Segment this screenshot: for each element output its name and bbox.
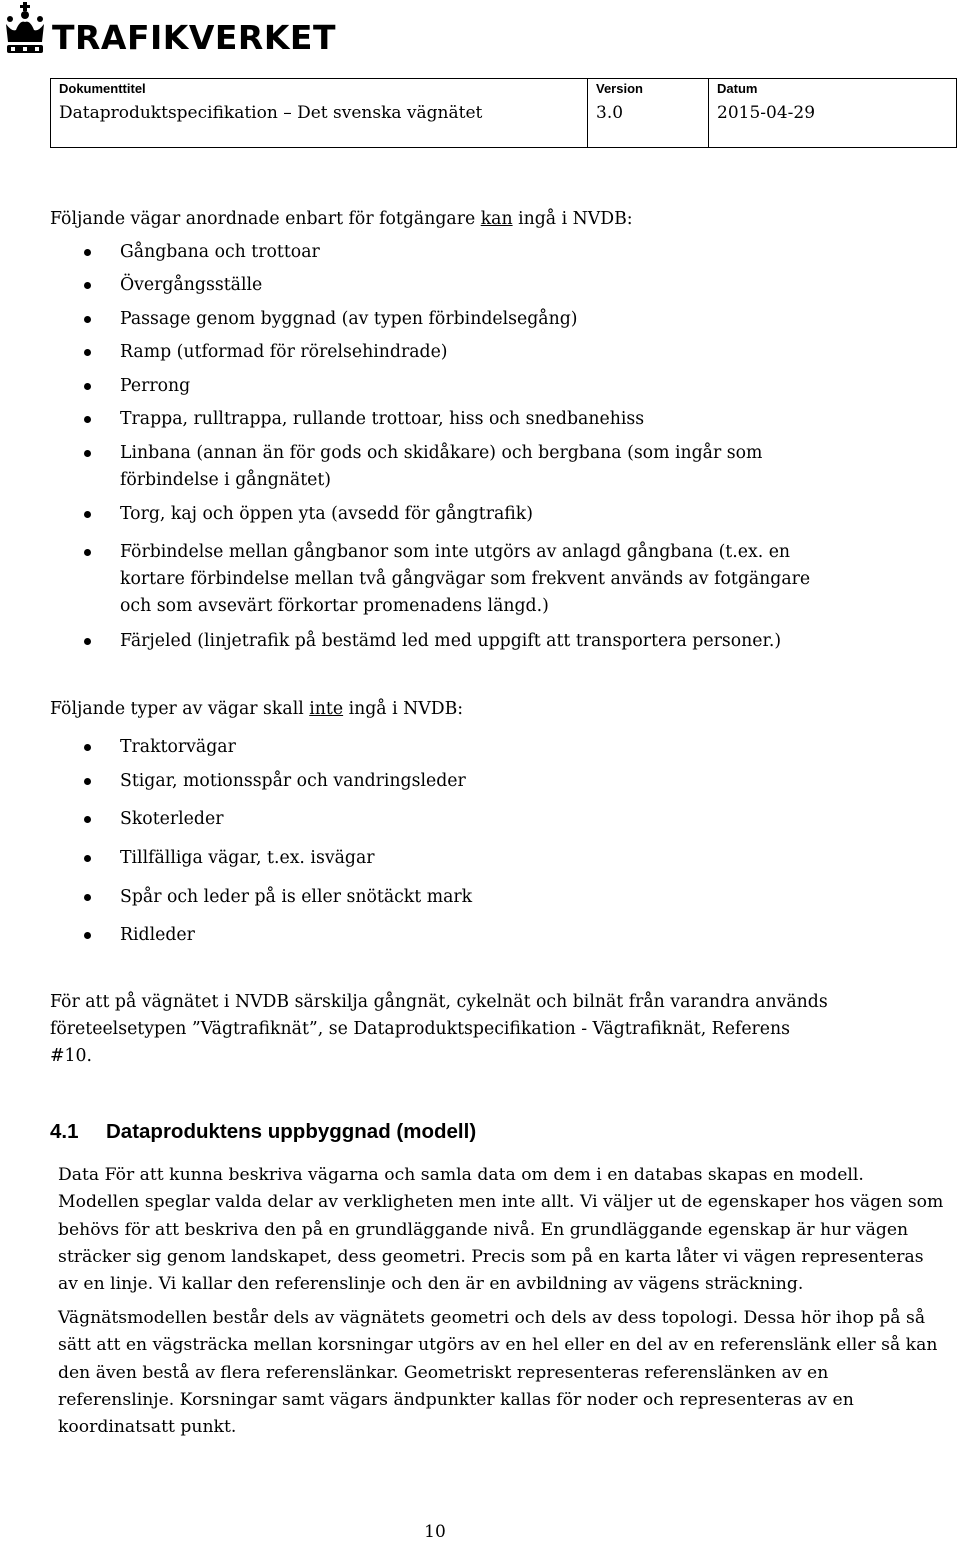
date-label: Datum (717, 81, 758, 96)
list-item (120, 239, 820, 266)
list-item-text: Tillfälliga vägar, t.ex. isvägar (120, 848, 375, 868)
list-item (120, 768, 820, 795)
page-number: 10 (424, 1522, 446, 1542)
list-item (120, 339, 820, 366)
crown-icon (2, 2, 48, 60)
nvdb-paragraph: För att på vägnätet i NVDB särskilja gångnät, cykelnät och bilnät från varandra används företeelsetypen ”Vägtrafiknät”, se Dataproduktspecifikation - Vägtrafiknät, Referens #10. (50, 992, 828, 1066)
section2-intro-emphasis: inte (309, 699, 344, 719)
list-item-text: Ridleder (120, 925, 195, 945)
list-item-text: Färjeled (linjetrafik på bestämd led med uppgift att transportera personer.) (120, 631, 782, 651)
list-item-text: Trappa, rulltrappa, rullande trottoar, hiss och snedbanehiss (120, 409, 645, 429)
bullet-icon (84, 778, 91, 785)
section2-intro-post: ingå i NVDB: (343, 699, 464, 719)
trafikverket-logo (0, 0, 336, 62)
bullet-icon (84, 511, 91, 518)
bullet-icon (84, 549, 91, 556)
bullet-icon (84, 816, 91, 823)
logo-text: TRAFIKVERKET (52, 18, 336, 57)
list-item (120, 806, 820, 833)
header-date-cell (709, 79, 957, 148)
list-item-text: Förbindelse mellan gångbanor som inte utgörs av anlagd gångbana (t.ex. en kortare förbindelse mellan två gångvägar som frekvent används av fotgängare och som avsevärt förkortar promenadens längd.) (120, 542, 811, 616)
list-item (120, 501, 820, 528)
bullet-icon (84, 894, 91, 901)
list-item-text: Spår och leder på is eller snötäckt mark (120, 887, 473, 907)
bullet-icon (84, 932, 91, 939)
section2-intro (50, 696, 910, 723)
list-item (120, 306, 820, 333)
bullet-icon (84, 316, 91, 323)
section-heading (50, 1117, 476, 1147)
header-title-cell (51, 79, 588, 148)
header-version-cell (588, 79, 709, 148)
document-header-table (50, 78, 957, 148)
list-item-text: Traktorvägar (120, 737, 236, 757)
list-item (120, 922, 820, 949)
section1-intro (50, 206, 910, 233)
bullet-icon (84, 855, 91, 862)
list-item-text: Gångbana och trottoar (120, 242, 320, 262)
version-label: Version (596, 81, 643, 96)
section1-intro-emphasis: kan (480, 209, 513, 229)
title-value: Dataproduktspecifikation – Det svenska vägnätet (59, 103, 483, 123)
bullet-icon (84, 744, 91, 751)
bullet-icon (84, 638, 91, 645)
section1-intro-post: ingå i NVDB: (512, 209, 633, 229)
list-item (120, 628, 820, 655)
section-title: Dataproduktens uppbyggnad (modell) (106, 1120, 477, 1143)
list-item (120, 539, 820, 620)
list-item-text: Skoterleder (120, 809, 224, 829)
bullet-icon (84, 450, 91, 457)
section1-intro-pre: Följande vägar anordnade enbart för fotgängare (50, 209, 481, 229)
bullet-icon (84, 416, 91, 423)
title-label: Dokumenttitel (59, 81, 146, 96)
list-item-text: Stigar, motionsspår och vandringsleder (120, 771, 466, 791)
list-item (120, 440, 820, 494)
list-item (120, 845, 820, 872)
list-item-text: Övergångsställe (120, 275, 263, 295)
section2-intro-pre: Följande typer av vägar skall (50, 699, 310, 719)
date-value: 2015-04-29 (717, 103, 816, 123)
list-item-text: Ramp (utformad för rörelsehindrade) (120, 342, 448, 362)
body-paragraph: Data För att kunna beskriva vägarna och samla data om dem i en databas skapas en modell. Modellen speglar valda delar av verkligheten men inte allt. Vi väljer ut de egenskaper hos vägen som behövs för att beskriva den på en grundläggande nivå. En grundläggande egenskap är hur vägen sträcker sig genom landskapet, dess geometri. Precis som på en karta låter vi vägen representeras av en linje. Vi kallar den referenslinje och den är en avbildning av vägens sträckning. (58, 1165, 944, 1295)
list-item-text: Perrong (120, 376, 191, 396)
list-item (120, 373, 820, 400)
list-item (120, 884, 820, 911)
bullet-icon (84, 383, 91, 390)
section-number: 4.1 (50, 1120, 79, 1143)
list-item (120, 272, 820, 299)
bullet-icon (84, 349, 91, 356)
list-item (120, 406, 820, 433)
version-value: 3.0 (596, 103, 624, 123)
list-item-text: Torg, kaj och öppen yta (avsedd för gångtrafik) (120, 504, 533, 524)
body-paragraph: Vägnätsmodellen består dels av vägnätets geometri och dels av dess topologi. Dessa hör ihop på så sätt att en vägsträcka mellan korsningar utgörs av en hel eller en del av en referenslänk eller så kan den även bestå av flera referenslänkar. Geometriskt representeras referenslänken av en referenslinje. Korsningar samt vägars ändpunkter kallas för noder och representeras av en koordinatsatt punkt. (58, 1308, 938, 1438)
bullet-icon (84, 249, 91, 256)
bullet-icon (84, 282, 91, 289)
list-item (120, 734, 820, 761)
list-item-text: Passage genom byggnad (av typen förbindelsegång) (120, 309, 578, 329)
list-item-text: Linbana (annan än för gods och skidåkare) och bergbana (som ingår som förbindelse i gångnätet) (120, 443, 763, 490)
